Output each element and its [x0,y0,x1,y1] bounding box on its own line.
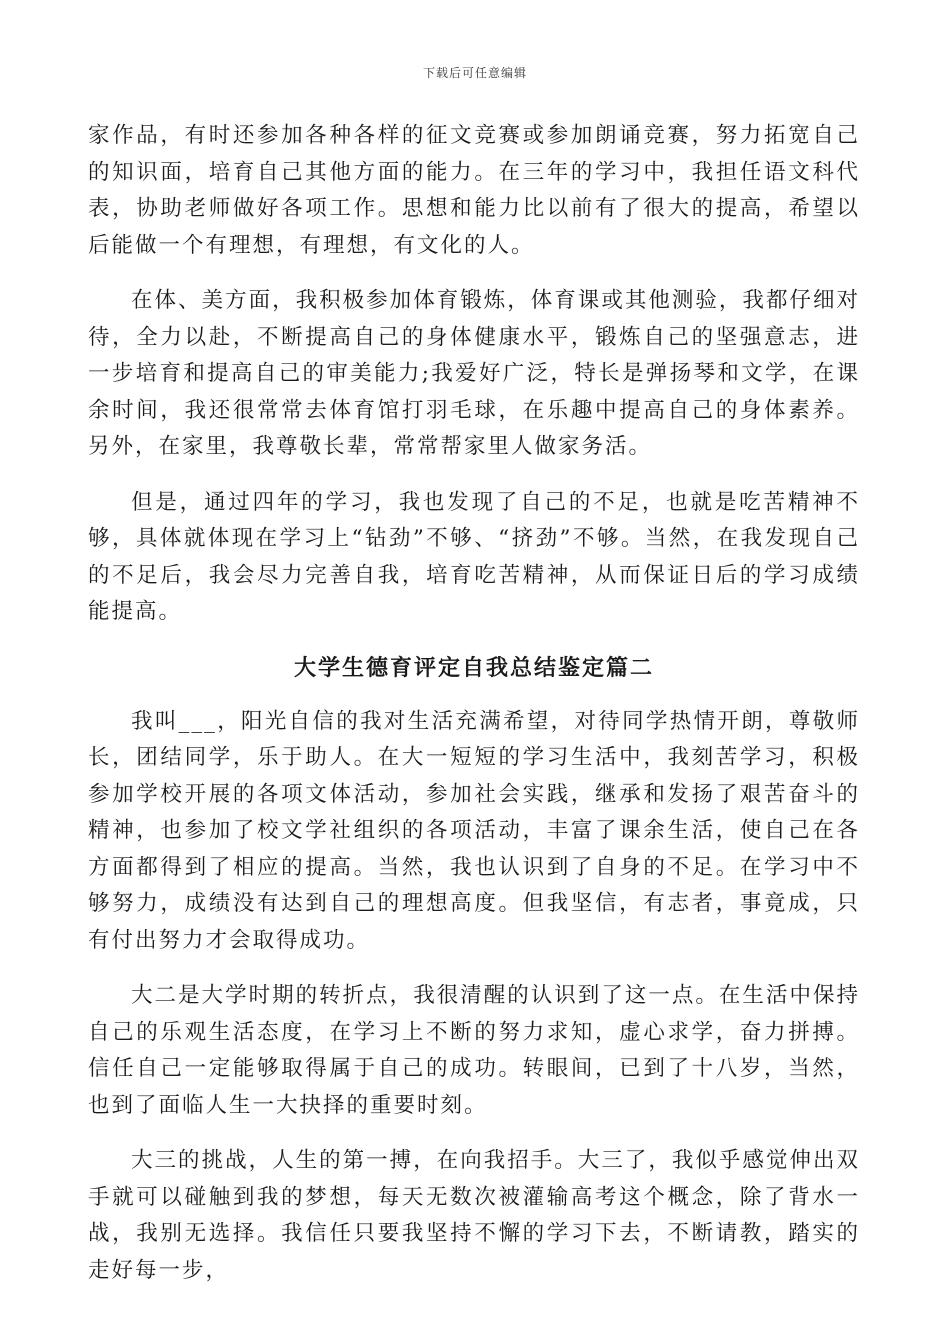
paragraph-introduction: 我叫___，阳光自信的我对生活充满希望，对待同学热情开朗，尊敬师长，团结同学，乐于助人。在大一短短的学习生活中，我刻苦学习，积极参加学校开展的各项文体活动，参加社会实践，继承和发扬了艰苦奋斗的精神，也参加了校文学社组织的各项活动，丰富了课余生活，使自己在各方面都得到了相应的提高。当然，我也认识到了自身的不足。在学习中不够努力，成绩没有达到自己的理想高度。但我坚信，有志者，事竟成，只有付出努力才会取得成功。 [88,708,860,953]
paragraph-continued: 家作品，有时还参加各种各样的征文竞赛或参加朗诵竞赛，努力拓宽自己的知识面，培育自己其他方面的能力。在三年的学习中，我担任语文科代表，协助老师做好各项工作。思想和能力比以前有了很大的提高，希望以后能做一个有理想，有理想，有文化的人。 [88,123,860,258]
paragraph-junior: 大三的挑战，人生的第一搏，在向我招手。大三了，我似乎感觉伸出双手就可以碰触到我的梦想，每天无数次被灌输高考这个概念，除了背水一战，我别无选择。我信任只要我坚持不懈的学习下去，不断请教，踏实的走好每一步， [88,1148,860,1283]
document-body [88,118,860,1308]
paragraph-sophomore: 大二是大学时期的转折点，我很清醒的认识到了这一点。在生活中保持自己的乐观生活态度，在学习上不断的努力求知，虚心求学，奋力拼搏。信任自己一定能够取得属于自己的成功。转眼间，已到了十八岁，当然，也到了面临人生一大抉择的重要时刻。 [88,983,860,1118]
header-note: 下载后可任意编辑 [422,66,527,80]
paragraph-sports-aesthetics: 在体、美方面，我积极参加体育锻炼，体育课或其他测验，我都仔细对待，全力以赴，不断提高自己的身体健康水平，锻炼自己的坚强意志，进一步培育和提高自己的审美能力;我爱好广泛，特长是弹扬琴和文学，在课余时间，我还很常常去体育馆打羽毛球，在乐趣中提高自己的身体素养。另外，在家里，我尊敬长辈，常常帮家里人做家务活。 [88,288,860,459]
paragraph-shortcomings: 但是，通过四年的学习，我也发现了自己的不足，也就是吃苦精神不够，具体就体现在学习上“钻劲”不够、“挤劲”不够。当然，在我发现自己的不足后，我会尽力完善自我，培育吃苦精神，从而保证日后的学习成绩能提高。 [88,489,860,624]
section-title: 大学生德育评定自我总结鉴定篇二 [293,654,654,681]
